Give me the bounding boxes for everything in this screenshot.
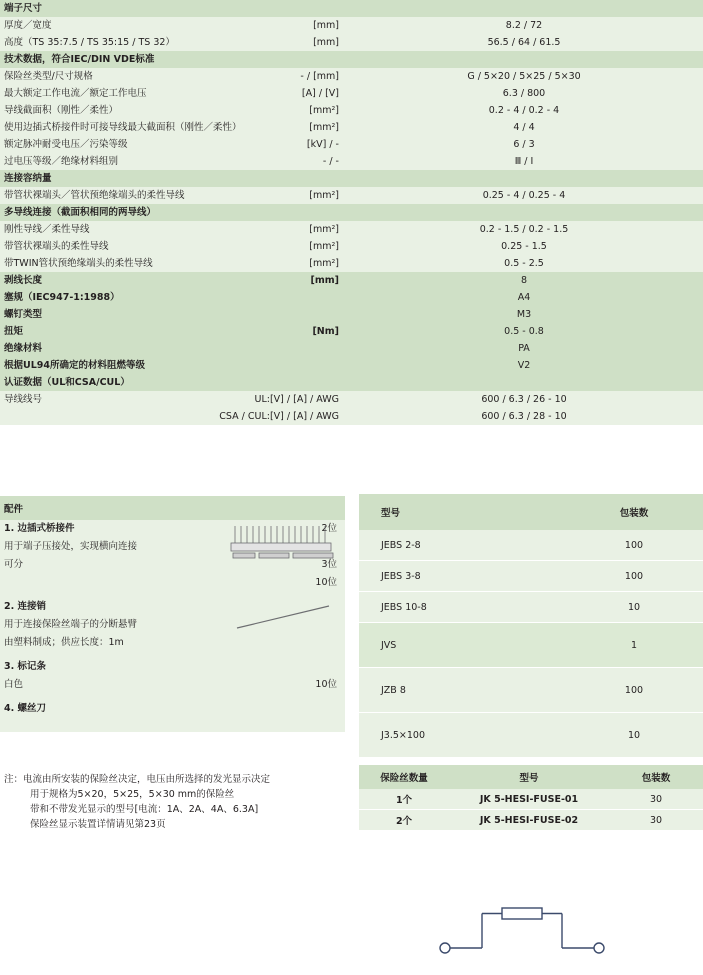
table-row bbox=[359, 789, 703, 810]
product-pack-qty: 100 bbox=[624, 684, 644, 696]
spec-row-left bbox=[0, 238, 345, 255]
spec-value: G / 5×20 / 5×25 / 5×30 bbox=[345, 68, 703, 85]
spec-label: 额定脉冲耐受电压／污染等级 bbox=[4, 139, 128, 150]
spec-unit: [mm] bbox=[313, 37, 339, 48]
spec-unit: [Nm] bbox=[312, 326, 339, 337]
accessory-line bbox=[0, 634, 345, 652]
spec-row-left bbox=[0, 51, 345, 68]
spec-label: 带管状裸端头的柔性导线 bbox=[4, 241, 109, 252]
accessory-line-text: 用于端子压接处，实现横向连接 bbox=[4, 541, 138, 552]
spec-unit: [mm²] bbox=[309, 241, 339, 252]
spec-row-left bbox=[0, 204, 345, 221]
accessory-line-text: 用于连接保险丝端子的分断悬臂 bbox=[4, 619, 138, 630]
spec-unit: [mm²] bbox=[309, 224, 339, 235]
notes-label: 注： bbox=[4, 774, 24, 785]
spec-row-left bbox=[0, 374, 345, 391]
spec-row bbox=[0, 136, 703, 153]
spec-row bbox=[0, 51, 703, 68]
fuse-qty: 2个 bbox=[395, 816, 413, 827]
product-model: JEBS 10-8 bbox=[381, 601, 427, 613]
spec-label: 根据UL94所确定的材料阻燃等级 bbox=[4, 360, 145, 371]
spec-value: 0.2 - 1.5 / 0.2 - 1.5 bbox=[345, 221, 703, 238]
spec-label: 导线截面积（刚性／柔性） bbox=[4, 105, 119, 116]
fuse-pack-qty: 30 bbox=[649, 814, 663, 826]
table-row bbox=[359, 592, 703, 623]
bridge-comb-illustration bbox=[229, 524, 337, 560]
spec-value: M3 bbox=[345, 306, 703, 323]
spec-label: 螺钉类型 bbox=[4, 309, 43, 320]
spec-unit: UL:[V] / [A] / AWG bbox=[254, 394, 339, 405]
accessory-line-qty: 10位 bbox=[315, 679, 337, 690]
spec-value: 4 / 4 bbox=[345, 119, 703, 136]
accessory-title: 4. 螺丝刀 bbox=[4, 703, 47, 714]
spec-row bbox=[0, 306, 703, 323]
spec-row-left bbox=[0, 357, 345, 374]
product-pack-qty: 100 bbox=[624, 539, 644, 551]
spec-row-left bbox=[0, 68, 345, 85]
spec-label: 过电压等级／绝缘材料组别 bbox=[4, 156, 119, 167]
spec-label: 带管状裸端头／管状预绝缘端头的柔性导线 bbox=[4, 190, 185, 201]
spec-row-left bbox=[0, 17, 345, 34]
terminal-schematic-diagram bbox=[420, 900, 650, 970]
accessory-line-text: 可分 bbox=[4, 559, 24, 570]
product-table bbox=[359, 494, 703, 758]
spec-value: PA bbox=[345, 340, 703, 357]
spec-row bbox=[0, 323, 703, 340]
spec-row-left bbox=[0, 119, 345, 136]
fuse-qty: 1个 bbox=[395, 795, 413, 806]
spec-row bbox=[0, 408, 703, 425]
spec-row bbox=[0, 272, 703, 289]
spec-value bbox=[345, 204, 703, 221]
spec-value: 0.5 - 2.5 bbox=[345, 255, 703, 272]
spec-row-left bbox=[0, 34, 345, 51]
spec-label: 导线线号 bbox=[4, 394, 43, 405]
spec-unit: - / [mm] bbox=[300, 71, 339, 82]
spec-row-left bbox=[0, 391, 345, 408]
notes-line-3: 保险丝显示装置详情请见第23页 bbox=[30, 819, 166, 830]
fuse-model: JK 5-HESI-FUSE-01 bbox=[479, 793, 579, 805]
product-model: JEBS 2-8 bbox=[381, 539, 421, 551]
spec-row-left bbox=[0, 136, 345, 153]
table-row bbox=[359, 713, 703, 758]
spec-label: 高度（TS 35:7.5 / TS 35:15 / TS 32） bbox=[4, 37, 175, 48]
spec-unit: [mm] bbox=[310, 275, 339, 286]
spec-row bbox=[0, 153, 703, 170]
spec-row-left bbox=[0, 102, 345, 119]
accessory-line bbox=[0, 676, 345, 694]
spec-unit: [mm²] bbox=[309, 122, 339, 133]
spec-row bbox=[0, 221, 703, 238]
spec-label: 保险丝类型/尺寸规格 bbox=[4, 71, 93, 82]
spec-value bbox=[345, 170, 703, 187]
spec-label: 剥线长度 bbox=[4, 275, 43, 286]
spec-row bbox=[0, 170, 703, 187]
fuse-table-header-qty: 保险丝数量 bbox=[380, 773, 428, 784]
spec-label: 多导线连接（截面积相同的两导线） bbox=[4, 207, 157, 218]
notes-line-1: 用于规格为5×20，5×25，5×30 mm的保险丝 bbox=[30, 789, 235, 800]
notes-block bbox=[4, 772, 344, 832]
accessories-title: 配件 bbox=[0, 496, 345, 520]
spec-label: 扭矩 bbox=[4, 326, 24, 337]
spec-value: V2 bbox=[345, 357, 703, 374]
spec-row-left bbox=[0, 170, 345, 187]
spec-value bbox=[345, 51, 703, 68]
spec-row-left bbox=[0, 408, 345, 425]
fuse-model: JK 5-HESI-FUSE-02 bbox=[479, 814, 579, 826]
spec-label: 带TWIN管状预绝缘端头的柔性导线 bbox=[4, 258, 153, 269]
spec-row bbox=[0, 289, 703, 306]
notes-line-0: 电流由所安装的保险丝决定，电压由所选择的发光显示决定 bbox=[23, 774, 271, 785]
fuse-table-header-pack: 包装数 bbox=[641, 773, 671, 784]
spec-row-left bbox=[0, 323, 345, 340]
spec-unit: [mm²] bbox=[309, 190, 339, 201]
accessory-line-qty: 10位 bbox=[315, 577, 337, 588]
spec-row-left bbox=[0, 340, 345, 357]
spec-value: Ⅲ / Ⅰ bbox=[345, 153, 703, 170]
spec-row bbox=[0, 85, 703, 102]
product-model: JVS bbox=[381, 639, 397, 651]
product-model: JEBS 3-8 bbox=[381, 570, 421, 582]
accessory-title: 1. 边插式桥接件 bbox=[4, 523, 75, 534]
spec-value: 8.2 / 72 bbox=[345, 17, 703, 34]
spec-row-left bbox=[0, 85, 345, 102]
accessory-title: 2. 连接销 bbox=[4, 601, 47, 612]
spec-row bbox=[0, 17, 703, 34]
accessory-item bbox=[0, 598, 345, 658]
spec-label: 塞规（IEC947-1:1988） bbox=[4, 292, 120, 303]
table-row bbox=[359, 561, 703, 592]
spec-unit: - / - bbox=[322, 156, 339, 167]
spec-row bbox=[0, 0, 703, 17]
product-table-header-model: 型号 bbox=[381, 508, 401, 519]
spec-value: 0.25 - 4 / 0.25 - 4 bbox=[345, 187, 703, 204]
spec-label: 刚性导线／柔性导线 bbox=[4, 224, 90, 235]
spec-value: 0.2 - 4 / 0.2 - 4 bbox=[345, 102, 703, 119]
spec-row-left bbox=[0, 255, 345, 272]
spec-label: 技术数据，符合IEC/DIN VDE标准 bbox=[4, 54, 155, 65]
spec-label: 连接容纳量 bbox=[4, 173, 52, 184]
spec-row bbox=[0, 68, 703, 85]
product-pack-qty: 100 bbox=[624, 570, 644, 582]
spec-row bbox=[0, 34, 703, 51]
spec-row-left bbox=[0, 306, 345, 323]
spec-row bbox=[0, 255, 703, 272]
spec-value: 8 bbox=[345, 272, 703, 289]
product-table-header-pack: 包装数 bbox=[619, 508, 649, 519]
spec-row bbox=[0, 238, 703, 255]
table-row bbox=[359, 810, 703, 831]
spec-row bbox=[0, 204, 703, 221]
spec-row-left bbox=[0, 221, 345, 238]
spec-value: 600 / 6.3 / 26 - 10 bbox=[345, 391, 703, 408]
accessories-section bbox=[0, 496, 345, 732]
spec-value: 56.5 / 64 / 61.5 bbox=[345, 34, 703, 51]
spec-value: A4 bbox=[345, 289, 703, 306]
spec-value: 600 / 6.3 / 28 - 10 bbox=[345, 408, 703, 425]
spec-unit: [mm²] bbox=[309, 105, 339, 116]
fuse-pack-qty: 30 bbox=[649, 793, 663, 805]
fuse-table bbox=[359, 765, 703, 831]
spec-row-left bbox=[0, 0, 345, 17]
product-pack-qty: 10 bbox=[627, 601, 641, 613]
spec-value: 0.5 - 0.8 bbox=[345, 323, 703, 340]
spec-value: 6 / 3 bbox=[345, 136, 703, 153]
spec-value bbox=[345, 0, 703, 17]
spec-unit: [mm²] bbox=[309, 258, 339, 269]
spec-row-left bbox=[0, 153, 345, 170]
spec-row bbox=[0, 102, 703, 119]
table-row bbox=[359, 530, 703, 561]
spec-label: 使用边插式桥接件时可接导线最大截面积（刚性／柔性） bbox=[4, 122, 242, 133]
spec-unit: CSA / CUL:[V] / [A] / AWG bbox=[219, 411, 339, 422]
accessory-item bbox=[0, 520, 345, 598]
spec-row-left bbox=[0, 289, 345, 306]
spec-row-left bbox=[0, 187, 345, 204]
spec-row-left bbox=[0, 272, 345, 289]
table-row bbox=[359, 668, 703, 713]
spec-unit: [A] / [V] bbox=[301, 88, 339, 99]
spec-label: 端子尺寸 bbox=[4, 3, 43, 14]
accessory-line-qty: 3位 bbox=[321, 559, 337, 570]
specifications-table bbox=[0, 0, 703, 425]
accessory-item bbox=[0, 658, 345, 700]
product-model: JZB 8 bbox=[381, 684, 406, 696]
accessory-title-qty: 2位 bbox=[321, 523, 337, 534]
spec-value: 6.3 / 800 bbox=[345, 85, 703, 102]
accessory-line-text: 白色 bbox=[4, 679, 24, 690]
spec-label: 最大额定工作电流／额定工作电压 bbox=[4, 88, 147, 99]
product-table-header bbox=[359, 494, 703, 530]
fuse-table-header-model: 型号 bbox=[519, 773, 539, 784]
accessory-line-text: 由塑料制成；供应长度：1m bbox=[4, 637, 124, 648]
accessory-title: 3. 标记条 bbox=[4, 661, 47, 672]
spec-row bbox=[0, 187, 703, 204]
spec-label: 绝缘材料 bbox=[4, 343, 43, 354]
table-row bbox=[359, 623, 703, 668]
notes-line-2: 带和不带发光显示的型号[电流：1A、2A、4A、6.3A] bbox=[30, 804, 259, 815]
spec-row bbox=[0, 374, 703, 391]
spec-row bbox=[0, 340, 703, 357]
spec-unit: [kV] / - bbox=[306, 139, 339, 150]
spec-value bbox=[345, 374, 703, 391]
product-pack-qty: 10 bbox=[627, 729, 641, 741]
spec-value: 0.25 - 1.5 bbox=[345, 238, 703, 255]
product-model: J3.5×100 bbox=[381, 729, 426, 741]
accessory-line bbox=[0, 574, 345, 592]
spec-row bbox=[0, 119, 703, 136]
connecting-pin-illustration bbox=[235, 604, 331, 630]
accessories-body bbox=[0, 520, 345, 732]
accessory-item bbox=[0, 700, 345, 732]
product-pack-qty: 1 bbox=[630, 639, 638, 651]
fuse-table-header bbox=[359, 765, 703, 789]
spec-row bbox=[0, 357, 703, 374]
spec-label: 认证数据（UL和CSA/CUL） bbox=[4, 377, 130, 388]
spec-row bbox=[0, 391, 703, 408]
spec-unit: [mm] bbox=[313, 20, 339, 31]
spec-label: 厚度／宽度 bbox=[4, 20, 52, 31]
